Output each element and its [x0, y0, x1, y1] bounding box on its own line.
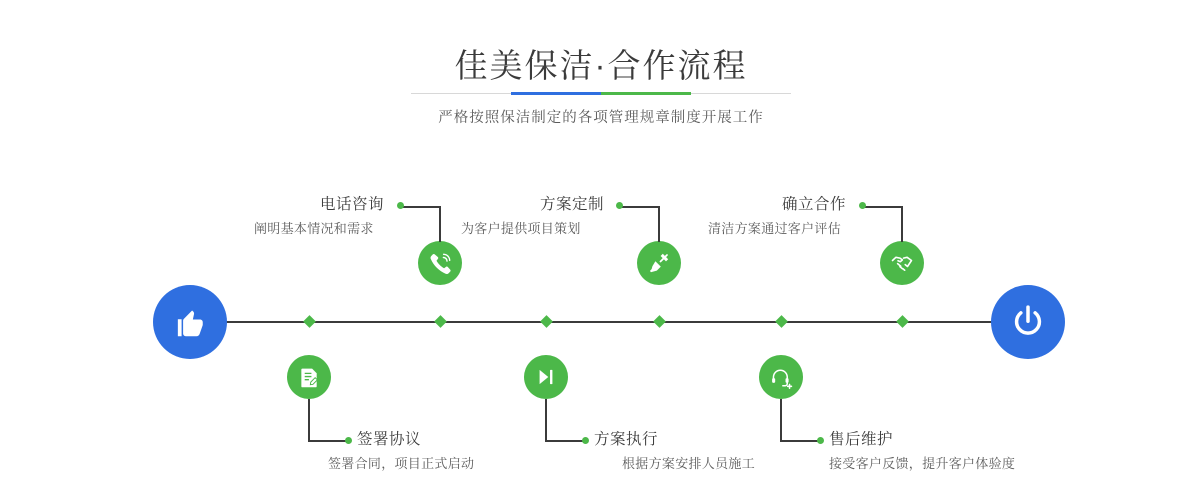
axis-node-2 [303, 315, 316, 328]
step-6-title: 售后维护 [829, 431, 894, 448]
step-3-connector-dot [616, 202, 623, 209]
step-5-title: 确立合作 [782, 196, 847, 213]
axis-node-5 [896, 315, 909, 328]
step-2-connector-dot [345, 437, 352, 444]
step-2-desc: 签署合同，项目正式启动 [328, 456, 475, 471]
axis-node-4 [540, 315, 553, 328]
step-4-connector-horizontal [545, 440, 585, 442]
divider-green-segment [601, 92, 691, 95]
step-1-title: 电话咨询 [320, 196, 385, 213]
step-6-connector-dot [817, 437, 824, 444]
end-endpoint [991, 285, 1065, 359]
start-endpoint [153, 285, 227, 359]
page-title: 佳美保洁·合作流程 [454, 47, 748, 84]
step-2-connector-vertical [308, 399, 310, 440]
step-2-connector-horizontal [308, 440, 348, 442]
step-5-icon-circle [880, 241, 924, 285]
step-1-desc: 阐明基本情况和需求 [254, 221, 374, 236]
thumbs-up-icon [172, 304, 208, 340]
step-3-connector-vertical [658, 206, 660, 242]
step-6-connector-horizontal [780, 440, 820, 442]
axis-node-3 [653, 315, 666, 328]
step-4-connector-dot [582, 437, 589, 444]
step-1-icon-circle [418, 241, 462, 285]
phone-call-icon [428, 251, 452, 275]
step-5-connector-horizontal [862, 206, 902, 208]
step-6-connector-vertical [780, 399, 782, 440]
step-4-desc: 根据方案安排人员施工 [622, 456, 756, 471]
power-icon [1009, 303, 1047, 341]
step-3-icon-circle [637, 241, 681, 285]
page-subtitle: 严格按照保洁制定的各项管理规章制度开展工作 [438, 110, 764, 126]
step-5-connector-dot [859, 202, 866, 209]
step-3-connector-horizontal [619, 206, 659, 208]
step-1-connector-vertical [439, 206, 441, 242]
step-4-icon-circle [524, 355, 568, 399]
step-4-connector-vertical [545, 399, 547, 440]
step-5-desc: 清洁方案通过客户评估 [708, 221, 842, 236]
axis-node-1 [434, 315, 447, 328]
document-edit-icon [298, 366, 321, 389]
step-3-desc: 为客户提供项目策划 [461, 221, 581, 236]
step-2-icon-circle [287, 355, 331, 399]
handshake-icon [890, 251, 914, 275]
step-2-title: 签署协议 [357, 431, 422, 448]
title-divider [411, 92, 791, 95]
pen-ruler-icon [647, 251, 671, 275]
step-1-connector-horizontal [400, 206, 440, 208]
step-6-icon-circle [759, 355, 803, 399]
axis-node-6 [775, 315, 788, 328]
step-6-desc: 接受客户反馈，提升客户体验度 [829, 456, 1016, 471]
divider-blue-segment [511, 92, 601, 95]
step-5-connector-vertical [901, 206, 903, 242]
step-4-title: 方案执行 [594, 431, 659, 448]
step-1-connector-dot [397, 202, 404, 209]
play-next-icon [535, 366, 557, 388]
step-3-title: 方案定制 [540, 196, 605, 213]
headset-support-icon [770, 366, 793, 389]
